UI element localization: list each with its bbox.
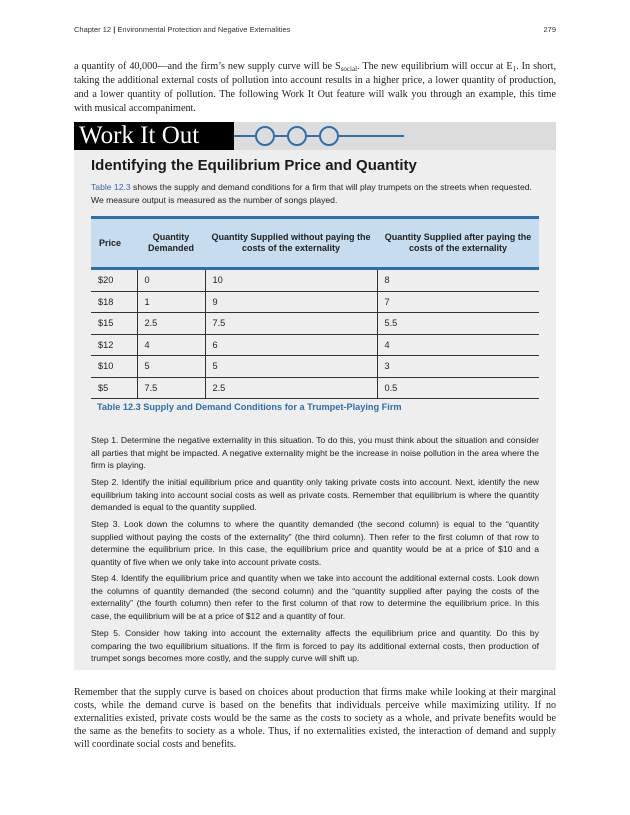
cell-quantity-demanded: 2.5 [137,313,205,335]
cell-quantity-demanded: 4 [137,334,205,356]
cell-supplied-with-cost: 3 [377,356,539,378]
cell-supplied-without-cost: 6 [205,334,377,356]
closing-paragraph: Remember that the supply curve is based on choices about production that firms make while looking at their marginal costs, while the demand curve is based on the benefits that individuals perceive while maximizing utility. If no externalities existed, private costs would be the same as the costs to society as a whole, and private benefits would be the same as the benefits to society as a whole. Thus, if no externalities existed, the interaction of demand and supply will coordinate social costs and benefits. [74,687,556,751]
cell-supplied-with-cost: 8 [377,269,539,292]
table-row [91,356,539,378]
step-2: Step 2. Identify the initial equilibrium price and quantity only taking private costs into account. Next, identify the new equilibrium taking into account social costs as well as private costs. Remember that equilibrium is where the quantity demanded is equal to the quantity supplied. [91,477,539,512]
running-header [74,25,556,37]
cell-price: $12 [91,334,137,356]
column-header-supplied-without-cost: Quantity Supplied without paying the costs of the externality [205,218,377,269]
cell-supplied-without-cost: 5 [205,356,377,378]
intro-text-2: . The new equilibrium will occur at E [357,61,513,72]
cell-supplied-with-cost: 7 [377,291,539,313]
cell-supplied-without-cost: 9 [205,291,377,313]
table-row [91,334,539,356]
cell-price: $18 [91,291,137,313]
cell-price: $20 [91,269,137,292]
supply-demand-table [91,216,539,399]
column-header-price: Price [91,218,137,269]
page-number: 279 [543,25,556,34]
cell-price: $5 [91,377,137,399]
column-header-supplied-with-cost: Quantity Supplied after paying the costs of the externality [377,218,539,269]
step-3: Step 3. Look down the columns to where the quantity demanded (the second column) is equal to the “quantity supplied without paying the costs of the externality” (the third column). Then refer to the first column of that row to determine the equilibrium price. In this case, the equilibrium price and quantity would be at a price of $10 and a quantity of five when we only take into account private costs. [91,519,539,567]
step-4: Step 4. Identify the equilibrium price and quantity when we take into account the additional external costs. Look down the columns of quantity demanded (the second column) and the “quantity supplied after paying the costs of the externality” (the fourth column) then refer to the first column of that row to determine the equilibrium price. In this case, the equilibrium will be at a price of $12 and a quantity of four. [91,573,539,621]
chapter-heading [74,25,290,34]
column-header-quantity-demanded: Quantity Demanded [137,218,205,269]
three-circles-chain-icon [234,122,414,150]
table-caption: Table 12.3 Supply and Demand Conditions for a Trumpet-Playing Firm [97,402,402,412]
cell-price: $10 [91,356,137,378]
cell-quantity-demanded: 1 [137,291,205,313]
cell-supplied-without-cost: 2.5 [205,377,377,399]
section-title: Environmental Protection and Negative Externalities [117,25,291,34]
table-row [91,269,539,292]
header-separator: | [113,25,116,34]
table-header-row [91,218,539,269]
chapter-number: Chapter 12 [74,25,112,34]
cell-supplied-without-cost: 7.5 [205,313,377,335]
cell-supplied-with-cost: 0.5 [377,377,539,399]
subscript-1: 1 [512,65,517,73]
table-row [91,291,539,313]
intro-paragraph [74,60,556,116]
table-reference-link[interactable]: Table 12.3 [91,182,131,192]
cell-quantity-demanded: 5 [137,356,205,378]
box-intro-paragraph [91,181,538,206]
cell-price: $15 [91,313,137,335]
work-it-out-banner [74,122,556,150]
intro-text-3: . In short, taking the additional external costs of pollution into account results in a higher price, a lower quantity of production, and a lower quantity of pollution. The following Work It Out feature will walk you through an example, this time with musical accompaniment. [74,61,556,114]
work-it-out-label: Work It Out [74,122,234,150]
step-5: Step 5. Consider how taking into account the externality affects the equilibrium price and quantity. Do this by comparing the two equilibrium situations. If the firm is forced to pay its additional external costs, then production of trumpet songs becomes more costly, and the supply curve will shift up. [91,628,539,663]
cell-quantity-demanded: 0 [137,269,205,292]
cell-supplied-with-cost: 4 [377,334,539,356]
step-1: Step 1. Determine the negative externality in this situation. To do this, you must think about the situation and consider all parties that might be impacted. A negative externality might be the increase in noise pollution in the area where the firm is playing. [91,435,539,470]
cell-supplied-with-cost: 5.5 [377,313,539,335]
cell-quantity-demanded: 7.5 [137,377,205,399]
cell-supplied-without-cost: 10 [205,269,377,292]
table-row [91,377,539,399]
table-row [91,313,539,335]
intro-text-1: a quantity of 40,000—and the firm’s new supply curve will be S [74,61,341,72]
box-intro-text: shows the supply and demand conditions for a firm that will play trumpets on the streets when requested. We measure output is measured as the number of songs played. [91,182,532,205]
subscript-social: social [340,65,358,73]
box-title: Identifying the Equilibrium Price and Quantity [91,157,417,174]
